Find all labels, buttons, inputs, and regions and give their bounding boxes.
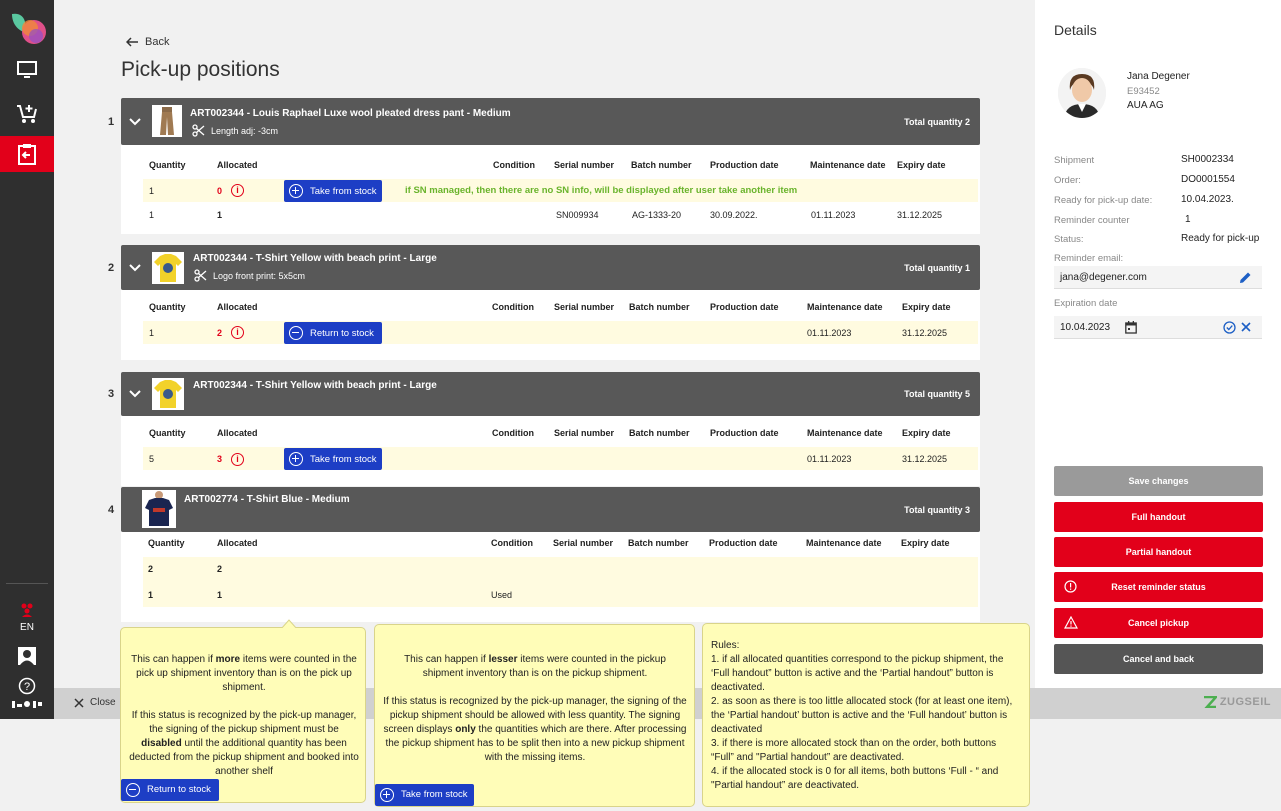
qty-value: 1 xyxy=(149,186,155,196)
adjustment-label: Logo front print: 5x5cm xyxy=(213,270,306,281)
col-quantity: Quantity xyxy=(149,302,186,312)
production-value: 30.09.2022. xyxy=(710,210,758,220)
allocated-value: 0 xyxy=(217,186,223,196)
language-selector[interactable]: EN xyxy=(20,622,34,633)
plus-circle-icon xyxy=(289,452,303,466)
scissors-icon xyxy=(192,124,205,137)
monitor-icon[interactable] xyxy=(0,52,54,88)
allocated-value: 3 xyxy=(217,454,223,464)
col-production: Production date xyxy=(710,302,779,312)
expiration-value: 10.04.2023 xyxy=(1060,321,1111,333)
pickup-icon[interactable] xyxy=(0,136,54,172)
minus-circle-icon xyxy=(126,783,140,797)
chevron-down-icon[interactable] xyxy=(129,118,141,126)
user-name: Jana Degener xyxy=(1127,71,1190,82)
user-company: AUA AG xyxy=(1127,100,1164,111)
annotation-note-lesser: This can happen if lesser items were counted in the pickup shipment inventory than is on the pickup shipment. If this status is recognized by the pick-up manager, the signing of the pickup shipment should be allowed with less quantity. The signing screen displays only the quantities which are there. After processing the pickup shipment has to be split then into a new pickup shipment with the missing items. Take from stock xyxy=(374,624,695,807)
button-label: Take from stock xyxy=(401,789,468,800)
take-from-stock-button[interactable] xyxy=(284,448,382,470)
col-production: Production date xyxy=(710,428,779,438)
info-icon xyxy=(1064,580,1077,593)
serial-value: SN009934 xyxy=(556,210,599,220)
reminder-email-field[interactable] xyxy=(1054,266,1262,289)
allocated-value: 1 xyxy=(217,210,223,220)
allocated-value: 2 xyxy=(217,328,223,338)
rule-1: 1. if all allocated quantities correspond to the pickup shipment, the ‘Full handout” button is active and the ‘Partial handout” button is deactivated. xyxy=(711,654,1004,693)
maintenance-value: 01.11.2023 xyxy=(807,328,852,338)
close-label: Close xyxy=(90,697,116,708)
chevron-down-icon[interactable] xyxy=(129,264,141,272)
position-title: ART002774 - T-Shirt Blue - Medium xyxy=(184,494,350,505)
page-title: Pick-up positions xyxy=(121,58,280,81)
return-to-stock-button[interactable] xyxy=(121,779,219,801)
position-number: 1 xyxy=(108,116,115,128)
position-header[interactable] xyxy=(121,98,980,145)
close-icon[interactable] xyxy=(1241,322,1251,332)
rules-title: Rules: xyxy=(711,640,740,651)
app-logo-icon xyxy=(8,10,48,46)
button-label: Take from stock xyxy=(310,185,377,197)
position-header[interactable] xyxy=(121,372,980,416)
col-production: Production date xyxy=(709,538,778,548)
rule-4: 4. if the allocated stock is 0 for all items, both buttons ‘Full - “ and "Partial handout” are deactivated. xyxy=(711,766,999,791)
brand-logo xyxy=(1203,696,1271,708)
qty-value: 2 xyxy=(148,564,154,574)
qty-value: 1 xyxy=(149,328,155,338)
pencil-icon[interactable] xyxy=(1239,271,1252,284)
table-row xyxy=(143,321,978,344)
col-maintenance: Maintenance date xyxy=(806,538,882,548)
expiration-date-label: Expiration date xyxy=(1054,298,1118,309)
col-serial: Serial number xyxy=(554,160,615,170)
total-quantity: Total quantity 3 xyxy=(904,504,970,515)
col-serial: Serial number xyxy=(554,302,615,312)
reminder-counter-label: Reminder counter xyxy=(1054,215,1130,226)
avatar xyxy=(1058,68,1106,118)
col-expiry: Expiry date xyxy=(902,302,951,312)
position-title: ART002344 - T-Shirt Yellow with beach print - Large xyxy=(193,380,437,391)
col-allocated: Allocated xyxy=(217,428,258,438)
ready-date-value: 10.04.2023. xyxy=(1181,194,1234,205)
position-header[interactable] xyxy=(121,487,980,532)
shipment-value: SH0002334 xyxy=(1181,154,1234,165)
qty-value: 5 xyxy=(149,454,155,464)
svg-text:?: ? xyxy=(23,681,31,693)
col-expiry: Expiry date xyxy=(901,538,950,548)
take-from-stock-button[interactable] xyxy=(284,180,382,202)
product-thumbnail xyxy=(152,105,182,137)
rule-2: 2. as soon as there is too little allocated stock (for at least one item), the ‘Partial handout’ button is active and the ‘Full handout’ button is deactivated xyxy=(711,696,1013,735)
sn-note: if SN managed, then there are no SN info, will be displayed after user take another item xyxy=(405,185,798,196)
col-quantity: Quantity xyxy=(148,538,185,548)
button-label: Reset reminder status xyxy=(1111,582,1206,592)
maintenance-value: 01.11.2023 xyxy=(807,454,852,464)
plus-circle-icon xyxy=(380,788,394,802)
product-thumbnail xyxy=(142,490,176,528)
col-expiry: Expiry date xyxy=(897,160,946,170)
col-maintenance: Maintenance date xyxy=(807,302,883,312)
maintenance-value: 01.11.2023 xyxy=(811,210,856,220)
button-label: Return to stock xyxy=(310,327,374,339)
shipment-label: Shipment xyxy=(1054,155,1095,166)
info-icon[interactable]: i xyxy=(231,453,244,466)
details-panel xyxy=(1035,0,1281,688)
email-value: jana@degener.com xyxy=(1060,271,1147,283)
save-changes-button[interactable]: Save changes xyxy=(1054,466,1263,496)
col-batch: Batch number xyxy=(628,538,689,548)
back-label: Back xyxy=(145,36,170,48)
confirm-check-icon[interactable] xyxy=(1223,321,1236,334)
position-number: 3 xyxy=(108,388,115,400)
position-title: ART002344 - Louis Raphael Luxe wool pleated dress pant - Medium xyxy=(190,108,511,119)
chevron-down-icon[interactable] xyxy=(129,390,141,398)
col-quantity: Quantity xyxy=(149,428,186,438)
take-from-stock-button[interactable] xyxy=(375,784,474,806)
company-logo-icon xyxy=(0,690,54,718)
annotation-note-rules xyxy=(702,623,1030,807)
batch-value: AG-1333-20 xyxy=(632,210,682,220)
col-allocated: Allocated xyxy=(217,302,258,312)
expiry-value: 31.12.2025 xyxy=(902,328,948,338)
expiry-value: 31.12.2025 xyxy=(897,210,943,220)
allocated-value: 2 xyxy=(217,564,223,574)
product-thumbnail xyxy=(152,378,184,410)
warning-icon xyxy=(1064,616,1078,629)
expiration-date-field[interactable] xyxy=(1054,316,1262,339)
table-row xyxy=(143,447,978,470)
info-icon[interactable]: i xyxy=(231,326,244,339)
col-production: Production date xyxy=(710,160,779,170)
status-label: Status: xyxy=(1054,234,1084,245)
col-quantity: Quantity xyxy=(149,160,186,170)
button-label: Return to stock xyxy=(147,784,211,795)
calendar-icon[interactable] xyxy=(1125,321,1137,334)
condition-value: Used xyxy=(491,590,513,600)
col-batch: Batch number xyxy=(629,302,690,312)
qty-value: 1 xyxy=(149,210,155,220)
cancel-pickup-button[interactable] xyxy=(1054,608,1263,638)
button-label: Take from stock xyxy=(310,453,377,465)
position-number: 2 xyxy=(108,262,115,274)
annotation-note-more: This can happen if more items were counted in the pick up shipment inventory than is on the pick up shipment. If this status is recognized by the pick-up manager, the signing of the pickup shipment must be disabled until the additional quantity has been deducted from the pickup shipment and booked into another shelf Return to stock xyxy=(120,627,366,803)
cancel-and-back-button[interactable]: Cancel and back xyxy=(1054,644,1263,674)
position-title: ART002344 - T-Shirt Yellow with beach print - Large xyxy=(193,253,437,264)
back-link[interactable] xyxy=(126,36,169,48)
col-condition: Condition xyxy=(492,302,534,312)
position-header[interactable] xyxy=(121,245,980,290)
col-maintenance: Maintenance date xyxy=(810,160,886,170)
ready-date-label: Ready for pick-up date: xyxy=(1054,195,1153,206)
allocated-value: 1 xyxy=(217,590,223,600)
col-condition: Condition xyxy=(492,428,534,438)
col-allocated: Allocated xyxy=(217,160,258,170)
col-maintenance: Maintenance date xyxy=(807,428,883,438)
table-row xyxy=(143,557,978,582)
full-handout-button[interactable]: Full handout xyxy=(1054,502,1263,532)
sidebar xyxy=(0,0,54,811)
total-quantity: Total quantity 5 xyxy=(904,389,970,399)
return-to-stock-button[interactable] xyxy=(284,322,382,344)
adjustment-label: Length adj: -3cm xyxy=(211,125,279,136)
zugseil-logo-icon xyxy=(1203,696,1217,708)
order-value: DO0001554 xyxy=(1181,174,1235,185)
position-adjustment xyxy=(194,269,305,282)
total-quantity: Total quantity 2 xyxy=(904,116,970,127)
reminder-counter-value: 1 xyxy=(1185,214,1191,225)
add-cart-icon[interactable] xyxy=(0,96,54,132)
details-title: Details xyxy=(1054,22,1097,38)
position-number: 4 xyxy=(108,504,115,516)
order-label: Order: xyxy=(1054,175,1081,186)
col-batch: Batch number xyxy=(629,428,690,438)
col-condition: Condition xyxy=(493,160,535,170)
brand-name: ZUGSEIL xyxy=(1219,696,1271,708)
button-label: Cancel pickup xyxy=(1127,618,1190,628)
reminder-email-label: Reminder email: xyxy=(1054,253,1124,264)
info-icon[interactable]: i xyxy=(231,184,244,197)
table-row xyxy=(143,582,978,607)
close-icon xyxy=(74,698,84,708)
rule-3: 3. if there is more allocated stock than on the order, both buttons “Full” and "Partial handout” are deactivated. xyxy=(711,738,997,763)
col-serial: Serial number xyxy=(554,428,615,438)
expiry-value: 31.12.2025 xyxy=(902,454,948,464)
status-value: Ready for pick-up xyxy=(1181,233,1260,244)
arrow-left-icon xyxy=(126,37,139,47)
col-expiry: Expiry date xyxy=(902,428,951,438)
col-allocated: Allocated xyxy=(217,538,258,548)
minus-circle-icon xyxy=(289,326,303,340)
col-batch: Batch number xyxy=(631,160,692,170)
product-thumbnail xyxy=(152,252,184,284)
qty-value: 1 xyxy=(148,590,154,600)
plus-circle-icon xyxy=(289,184,303,198)
position-adjustment xyxy=(192,124,278,137)
total-quantity: Total quantity 1 xyxy=(904,262,970,273)
col-condition: Condition xyxy=(491,538,533,548)
reset-reminder-button[interactable] xyxy=(1054,572,1263,602)
partial-handout-button[interactable]: Partial handout xyxy=(1054,537,1263,567)
col-serial: Serial number xyxy=(553,538,614,548)
scissors-icon xyxy=(194,269,207,282)
user-id: E93452 xyxy=(1127,86,1160,97)
close-button[interactable] xyxy=(74,697,116,708)
